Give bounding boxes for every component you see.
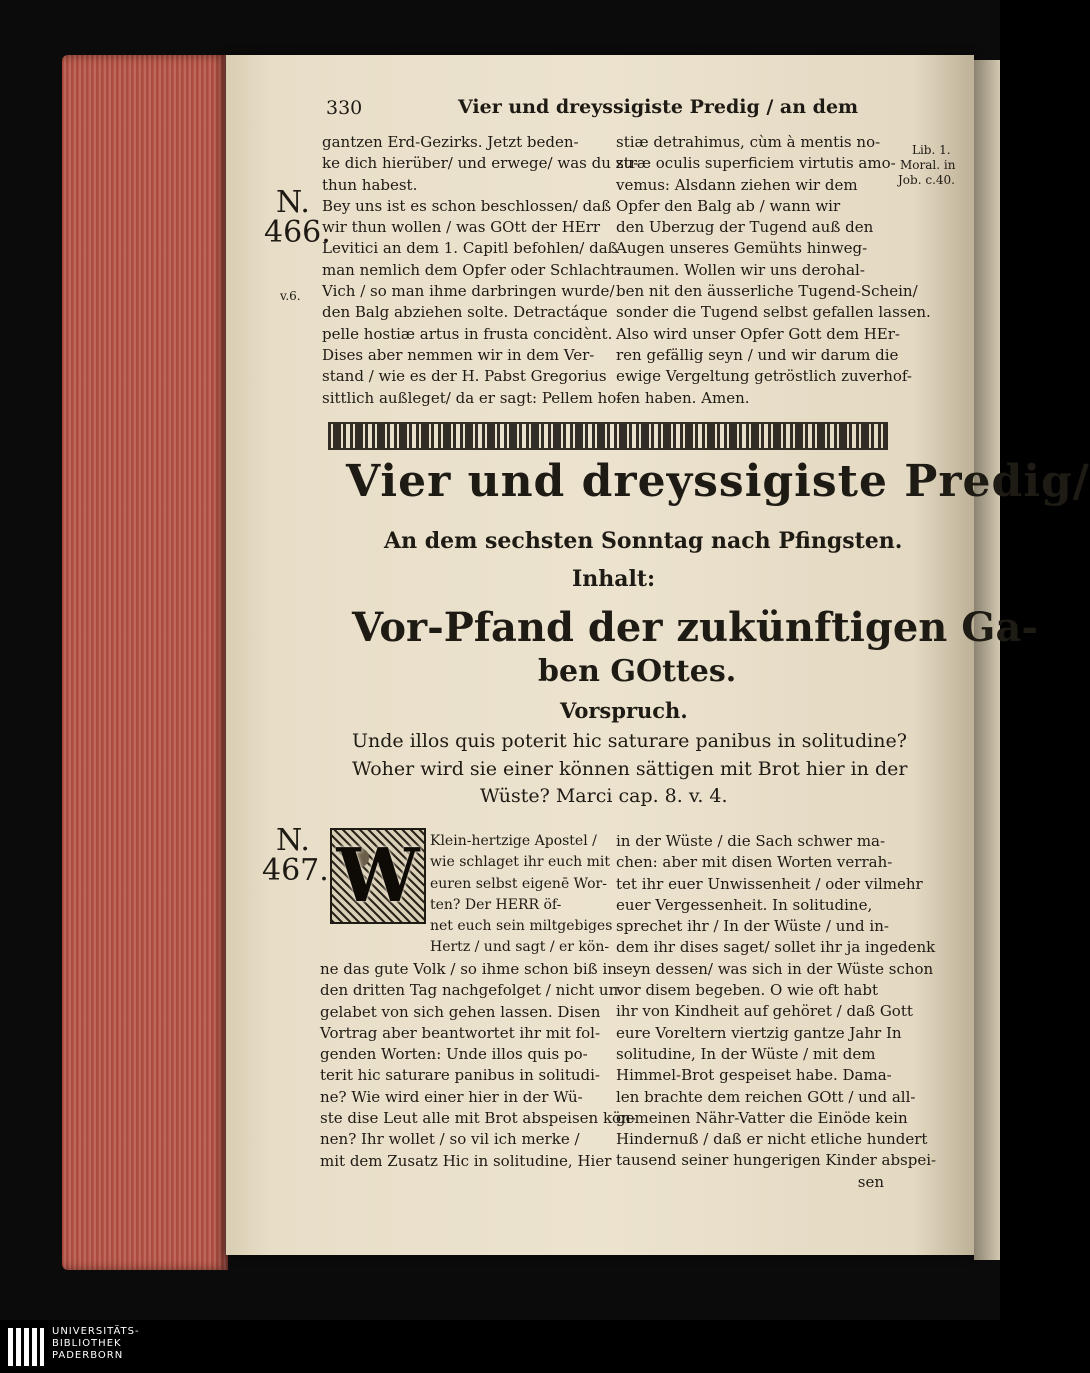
contents-label: Inhalt: <box>572 566 656 592</box>
text-line: ihr von Kindheit auf gehöret / daß Gott <box>616 1002 913 1021</box>
text-line: in der Wüste / die Sach schwer ma- <box>616 832 886 850</box>
text-line: tausend seiner hungerigen Kinder abspei- <box>616 1151 937 1170</box>
sermon-theme-line: ben GOttes. <box>538 654 737 689</box>
text-line: Hertz / und sagt / er kön- <box>430 939 610 956</box>
text-line: man nemlich dem Opfer oder Schlacht- <box>322 260 622 279</box>
text-line: ne das gute Volk / so ihme schon biß in <box>320 960 617 978</box>
margin-note-line: Lib. 1. <box>912 143 951 157</box>
text-line: ste dise Leut alle mit Brot abspeisen kön- <box>320 1109 636 1128</box>
text-line: sittlich außleget/ da er sagt: Pellem ho- <box>322 388 622 407</box>
text-line: eure Voreltern viertzig gantze Jahr In <box>616 1023 902 1042</box>
text-column-right-bottom <box>616 831 937 1193</box>
adjacent-page-edge <box>974 60 1000 1260</box>
library-name-line: UNIVERSITÄTS- <box>52 1326 140 1337</box>
text-line: Vortrag aber beantwortet ihr mit fol- <box>320 1023 601 1042</box>
text-line: vemus: Alsdann ziehen wir dem <box>616 175 858 194</box>
paragraph-number: 467. <box>262 853 329 888</box>
decorated-initial <box>330 828 426 924</box>
text-line: dem ihr dises saget/ sollet ihr ja ingedenk <box>616 938 936 957</box>
text-line: fen haben. Amen. <box>616 388 750 407</box>
text-line: genden Worten: Unde illos quis po- <box>320 1045 588 1064</box>
margin-note-line: Moral. in <box>900 158 956 172</box>
text-line: Levitici an dem 1. Capitl befohlen/ daß <box>322 239 618 258</box>
text-line: Augen unseres Gemühts hinweg- <box>616 239 868 258</box>
text-line: ben nit den äusserliche Tugend-Schein/ <box>616 282 918 301</box>
text-line: nen? Ihr wollet / so vil ich merke / <box>320 1130 580 1149</box>
quote-german-reference: Wüste? Marci cap. 8. v. 4. <box>480 785 728 807</box>
paragraph-number: 466. <box>264 215 331 250</box>
text-line: Bey uns ist es schon beschlossen/ daß <box>322 196 612 215</box>
text-line: euren selbst eigenē Wor- <box>430 875 607 892</box>
book-fore-edge <box>62 55 228 1270</box>
margin-note-line: Job. c.40. <box>898 173 955 187</box>
text-line: net euch sein miltgebiges <box>430 918 613 935</box>
text-line: ren gefällig seyn / und wir darum die <box>616 345 899 364</box>
text-line: sprechet ihr / In der Wüste / und in- <box>616 917 889 936</box>
text-line: gemeinen Nähr-Vatter die Einöde kein <box>616 1108 908 1127</box>
text-column-left-top <box>322 132 639 409</box>
text-line: den Uberzug der Tugend auß den <box>616 218 874 237</box>
text-line: euer Vergessenheit. In solitudine, <box>616 895 873 914</box>
text-line: ten? Der HERR öf- <box>430 896 562 913</box>
text-line: pelle hostiæ artus in frusta concidènt. <box>322 324 613 343</box>
sermon-title: Vier und dreyssigiste Predig/ <box>346 456 1090 507</box>
text-line: vor disem begeben. O wie oft habt <box>616 981 879 1000</box>
page-number: 330 <box>326 97 363 119</box>
library-logo-icon <box>8 1328 44 1366</box>
text-line: wie schlaget ihr euch mit <box>430 854 611 871</box>
library-name-line: PADERBORN <box>52 1350 124 1361</box>
text-line: seyn dessen/ was sich in der Wüste schon <box>616 959 934 978</box>
text-line: Hindernuß / daß er nicht etliche hundert <box>616 1130 928 1149</box>
initial-letter: W <box>336 833 420 919</box>
text-line: raumen. Wollen wir uns derohal- <box>616 260 865 279</box>
text-line: Also wird unser Opfer Gott dem HEr- <box>616 324 900 343</box>
sermon-theme-line: Vor-Pfand der zukünftigen Ga- <box>352 604 1038 651</box>
text-line: gantzen Erd-Gezirks. Jetzt beden- <box>322 133 579 151</box>
text-line: len brachte dem reichen GOtt / und all- <box>616 1087 916 1106</box>
text-line: Vich / so man ihme darbringen wurde/ <box>322 282 615 301</box>
text-line: wir thun wollen / was GOtt der HErr <box>322 218 601 237</box>
paragraph-number-label: N. <box>276 185 310 220</box>
text-line: sonder die Tugend selbst gefallen lassen. <box>616 303 931 322</box>
library-name-line: BIBLIOTHEK <box>52 1338 122 1349</box>
text-line: Dises aber nemmen wir in dem Ver- <box>322 345 595 364</box>
text-line: den Balg abziehen solte. Detractáque <box>322 303 608 322</box>
running-title: Vier und dreyssigiste Predig / an dem <box>458 96 859 118</box>
ornamental-border <box>328 422 888 450</box>
quote-german: Woher wird sie einer können sättigen mit Brot hier in der <box>352 758 908 780</box>
text-line: ne? Wie wird einer hier in der Wü- <box>320 1087 583 1106</box>
text-line: mit dem Zusatz Hic in solitudine, Hier <box>320 1151 612 1170</box>
text-column-left-bottom-indented <box>430 831 613 959</box>
quote-latin: Unde illos quis poterit hic saturare panibus in solitudine? <box>352 730 907 752</box>
text-line: stand / wie es der H. Pabst Gregorius <box>322 367 607 386</box>
text-line: sen <box>857 1172 884 1191</box>
text-line: terit hic saturare panibus in solitudi- <box>320 1066 600 1085</box>
text-line: Opfer den Balg ab / wann wir <box>616 196 841 215</box>
footer-bar <box>0 1320 1000 1373</box>
verse-reference: v.6. <box>280 289 301 303</box>
text-line: gelabet von sich gehen lassen. Disen <box>320 1002 601 1021</box>
sermon-subtitle: An dem sechsten Sonntag nach Pfingsten. <box>384 528 903 554</box>
text-line: solitudine, In der Wüste / mit dem <box>616 1044 876 1063</box>
text-line: thun habest. <box>322 175 418 194</box>
text-line: chen: aber mit disen Worten verrah- <box>616 853 893 872</box>
text-line: stræ oculis superficiem virtutis amo- <box>616 154 896 173</box>
text-line: ke dich hierüber/ und erwege/ was du zu- <box>322 154 639 173</box>
preface-label: Vorspruch. <box>560 698 688 723</box>
text-line: ewige Vergeltung getröstlich zuverhof- <box>616 367 912 386</box>
paragraph-number-label: N. <box>276 823 310 858</box>
text-line: Klein-hertzige Apostel / <box>430 833 597 849</box>
text-line: Himmel-Brot gespeiset habe. Dama- <box>616 1066 892 1085</box>
text-line: stiæ detrahimus, cùm à mentis no- <box>616 133 881 151</box>
text-column-left-bottom <box>320 959 636 1172</box>
text-line: tet ihr euer Unwissenheit / oder vilmehr <box>616 874 923 893</box>
text-line: den dritten Tag nachgefolget / nicht un- <box>320 981 624 1000</box>
